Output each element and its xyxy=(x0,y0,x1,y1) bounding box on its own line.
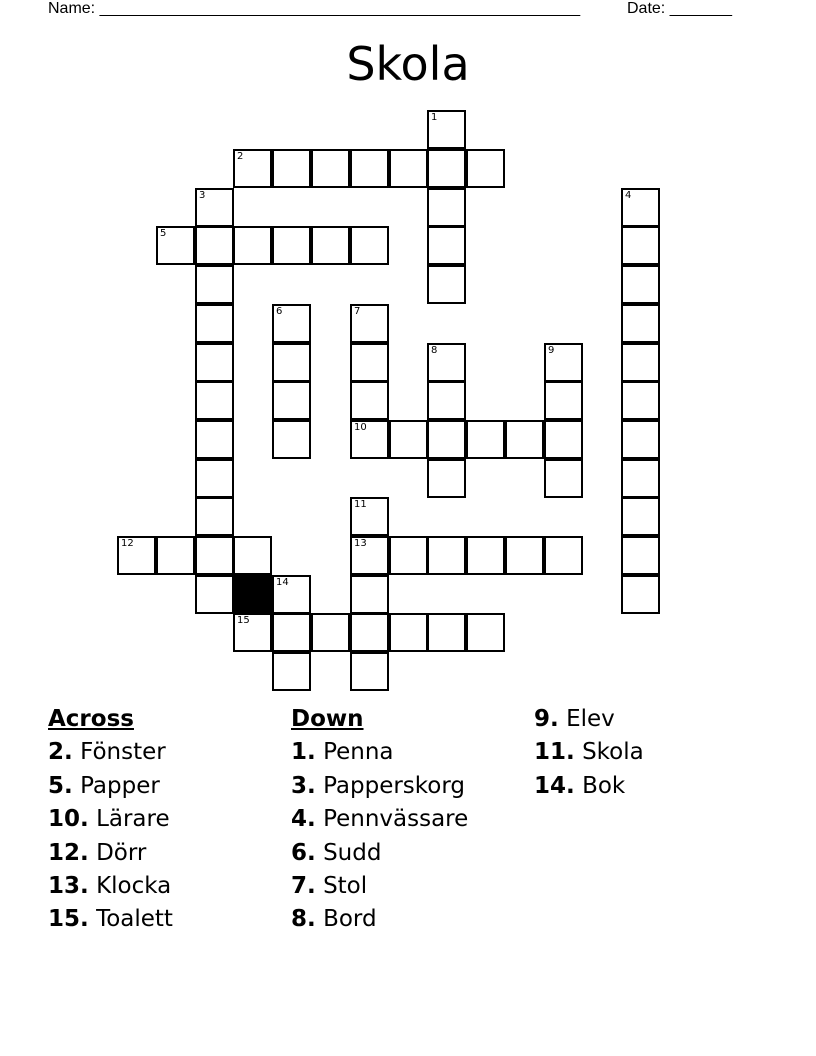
grid-cell[interactable] xyxy=(427,110,466,149)
across-clues xyxy=(48,703,173,937)
clue-item xyxy=(291,837,468,870)
clue-item xyxy=(48,736,173,769)
grid-cell[interactable] xyxy=(311,613,350,652)
clue-item-number: 7. xyxy=(291,873,316,900)
grid-cell[interactable] xyxy=(389,613,428,652)
clue-item xyxy=(48,803,173,836)
grid-cell[interactable] xyxy=(466,420,505,459)
grid-cell[interactable] xyxy=(195,265,234,304)
black-cell xyxy=(233,575,272,614)
clue-item-number: 14. xyxy=(534,772,575,799)
clue-item xyxy=(291,803,468,836)
grid-cell[interactable] xyxy=(272,304,311,343)
clue-number: 13 xyxy=(354,538,367,549)
grid-cell[interactable] xyxy=(466,149,505,188)
clue-item-word: Bok xyxy=(582,772,626,799)
clue-item-number: 12. xyxy=(48,839,89,866)
clue-item xyxy=(534,736,644,769)
clue-item xyxy=(48,770,173,803)
grid-cell[interactable] xyxy=(195,536,234,575)
grid-cell[interactable] xyxy=(427,381,466,420)
clue-item-word: Klocka xyxy=(96,873,172,900)
clue-item-number: 11. xyxy=(534,739,575,766)
grid-cell[interactable] xyxy=(272,420,311,459)
clue-item-word: Sudd xyxy=(323,839,382,866)
down-heading: Down xyxy=(291,706,364,732)
grid-cell[interactable] xyxy=(195,459,234,498)
grid-cell[interactable] xyxy=(621,420,660,459)
clue-item-number: 10. xyxy=(48,806,89,833)
grid-cell[interactable] xyxy=(195,575,234,614)
grid-cell[interactable] xyxy=(350,652,389,691)
grid-cell[interactable] xyxy=(621,381,660,420)
grid-cell[interactable] xyxy=(311,226,350,265)
grid-cell[interactable] xyxy=(621,575,660,614)
grid-cell[interactable] xyxy=(272,652,311,691)
grid-cell[interactable] xyxy=(427,226,466,265)
grid-cell[interactable] xyxy=(350,149,389,188)
clue-item xyxy=(291,770,468,803)
clue-number: 5 xyxy=(160,228,167,239)
grid-cell[interactable] xyxy=(195,304,234,343)
grid-cell[interactable] xyxy=(117,536,156,575)
grid-cell[interactable] xyxy=(389,149,428,188)
grid-cell[interactable] xyxy=(195,343,234,382)
grid-cell[interactable] xyxy=(195,381,234,420)
down-clues xyxy=(291,703,468,937)
grid-cell[interactable] xyxy=(195,420,234,459)
grid-cell[interactable] xyxy=(272,575,311,614)
clue-number: 2 xyxy=(237,151,244,162)
clue-number: 9 xyxy=(548,345,555,356)
grid-cell[interactable] xyxy=(505,536,544,575)
clue-item-word: Skola xyxy=(582,739,644,766)
grid-cell[interactable] xyxy=(621,497,660,536)
grid-cell[interactable] xyxy=(233,149,272,188)
down-clues-continued xyxy=(534,703,644,803)
clue-number: 12 xyxy=(121,538,134,549)
grid-cell[interactable] xyxy=(233,536,272,575)
grid-cell[interactable] xyxy=(350,575,389,614)
clue-item-number: 9. xyxy=(534,706,559,732)
grid-cell[interactable] xyxy=(621,536,660,575)
grid-cell[interactable] xyxy=(156,226,195,265)
clue-number: 3 xyxy=(199,190,206,201)
clue-item-word: Pennvässare xyxy=(323,806,469,833)
clue-item-word: Penna xyxy=(323,739,394,766)
grid-cell[interactable] xyxy=(272,343,311,382)
name-field: Name: ______________________________________________________ xyxy=(48,0,581,17)
grid-cell[interactable] xyxy=(311,149,350,188)
grid-cell[interactable] xyxy=(272,149,311,188)
clue-item-word: Bord xyxy=(323,906,377,933)
grid-cell[interactable] xyxy=(272,381,311,420)
grid-cell[interactable] xyxy=(427,459,466,498)
grid-cell[interactable] xyxy=(350,381,389,420)
clue-item-word: Lärare xyxy=(96,806,170,833)
grid-cell[interactable] xyxy=(544,381,583,420)
grid-cell[interactable] xyxy=(427,613,466,652)
grid-cell[interactable] xyxy=(505,420,544,459)
clue-item-number: 5. xyxy=(48,772,73,799)
grid-cell[interactable] xyxy=(544,343,583,382)
grid-cell[interactable] xyxy=(544,420,583,459)
clue-item-number: 2. xyxy=(48,739,73,766)
grid-cell[interactable] xyxy=(350,226,389,265)
clue-item-word: Papperskorg xyxy=(323,772,466,799)
grid-cell[interactable] xyxy=(427,343,466,382)
clue-item-word: Dörr xyxy=(96,839,147,866)
clue-item-number: 15. xyxy=(48,906,89,933)
grid-cell[interactable] xyxy=(621,226,660,265)
grid-cell[interactable] xyxy=(350,343,389,382)
grid-cell[interactable] xyxy=(233,226,272,265)
clue-item-word: Toalett xyxy=(96,906,173,933)
clue-number: 14 xyxy=(276,577,289,588)
clue-item-number: 13. xyxy=(48,873,89,900)
clue-number: 11 xyxy=(354,499,367,510)
grid-cell[interactable] xyxy=(427,265,466,304)
grid-cell[interactable] xyxy=(427,188,466,227)
grid-cell[interactable] xyxy=(621,188,660,227)
clue-item xyxy=(48,837,173,870)
clue-item-number: 1. xyxy=(291,739,316,766)
clue-number: 7 xyxy=(354,306,361,317)
page-title: Skola xyxy=(346,37,470,91)
grid-cell[interactable] xyxy=(427,536,466,575)
grid-cell[interactable] xyxy=(621,265,660,304)
grid-cell[interactable] xyxy=(544,536,583,575)
grid-cell[interactable] xyxy=(156,536,195,575)
grid-cell[interactable] xyxy=(195,226,234,265)
clue-item-word: Stol xyxy=(323,873,368,900)
clue-item xyxy=(291,903,468,936)
grid-cell[interactable] xyxy=(621,304,660,343)
clue-item-word: Papper xyxy=(80,772,160,799)
grid-cell[interactable] xyxy=(195,188,234,227)
clue-item xyxy=(48,870,173,903)
grid-cell[interactable] xyxy=(621,459,660,498)
clue-item xyxy=(534,703,644,736)
clue-number: 4 xyxy=(625,190,632,201)
clue-item-number: 8. xyxy=(291,906,316,933)
grid-cell[interactable] xyxy=(389,420,428,459)
grid-cell[interactable] xyxy=(195,497,234,536)
grid-cell[interactable] xyxy=(427,420,466,459)
clue-item-number: 3. xyxy=(291,772,316,799)
grid-cell[interactable] xyxy=(389,536,428,575)
clue-item-word: Elev xyxy=(566,706,615,732)
grid-cell[interactable] xyxy=(466,613,505,652)
grid-cell[interactable] xyxy=(544,459,583,498)
clue-number: 15 xyxy=(237,615,250,626)
grid-cell[interactable] xyxy=(621,343,660,382)
grid-cell[interactable] xyxy=(350,304,389,343)
clue-item xyxy=(534,770,644,803)
grid-cell[interactable] xyxy=(350,420,389,459)
clue-number: 8 xyxy=(431,345,438,356)
grid-cell[interactable] xyxy=(272,613,311,652)
grid-cell[interactable] xyxy=(272,226,311,265)
clue-item-number: 6. xyxy=(291,839,316,866)
grid-cell[interactable] xyxy=(350,613,389,652)
clue-number: 10 xyxy=(354,422,367,433)
clue-item xyxy=(291,736,468,769)
clue-number: 1 xyxy=(431,112,438,123)
grid-cell[interactable] xyxy=(350,497,389,536)
clue-item xyxy=(291,870,468,903)
grid-cell[interactable] xyxy=(233,613,272,652)
clue-item xyxy=(48,903,173,936)
date-field: Date: _______ xyxy=(627,0,732,17)
clue-number: 6 xyxy=(276,306,283,317)
grid-cell[interactable] xyxy=(427,149,466,188)
clue-item-word: Fönster xyxy=(80,739,166,766)
clue-item-number: 4. xyxy=(291,806,316,833)
grid-cell[interactable] xyxy=(466,536,505,575)
across-heading: Across xyxy=(48,706,134,732)
grid-cell[interactable] xyxy=(350,536,389,575)
